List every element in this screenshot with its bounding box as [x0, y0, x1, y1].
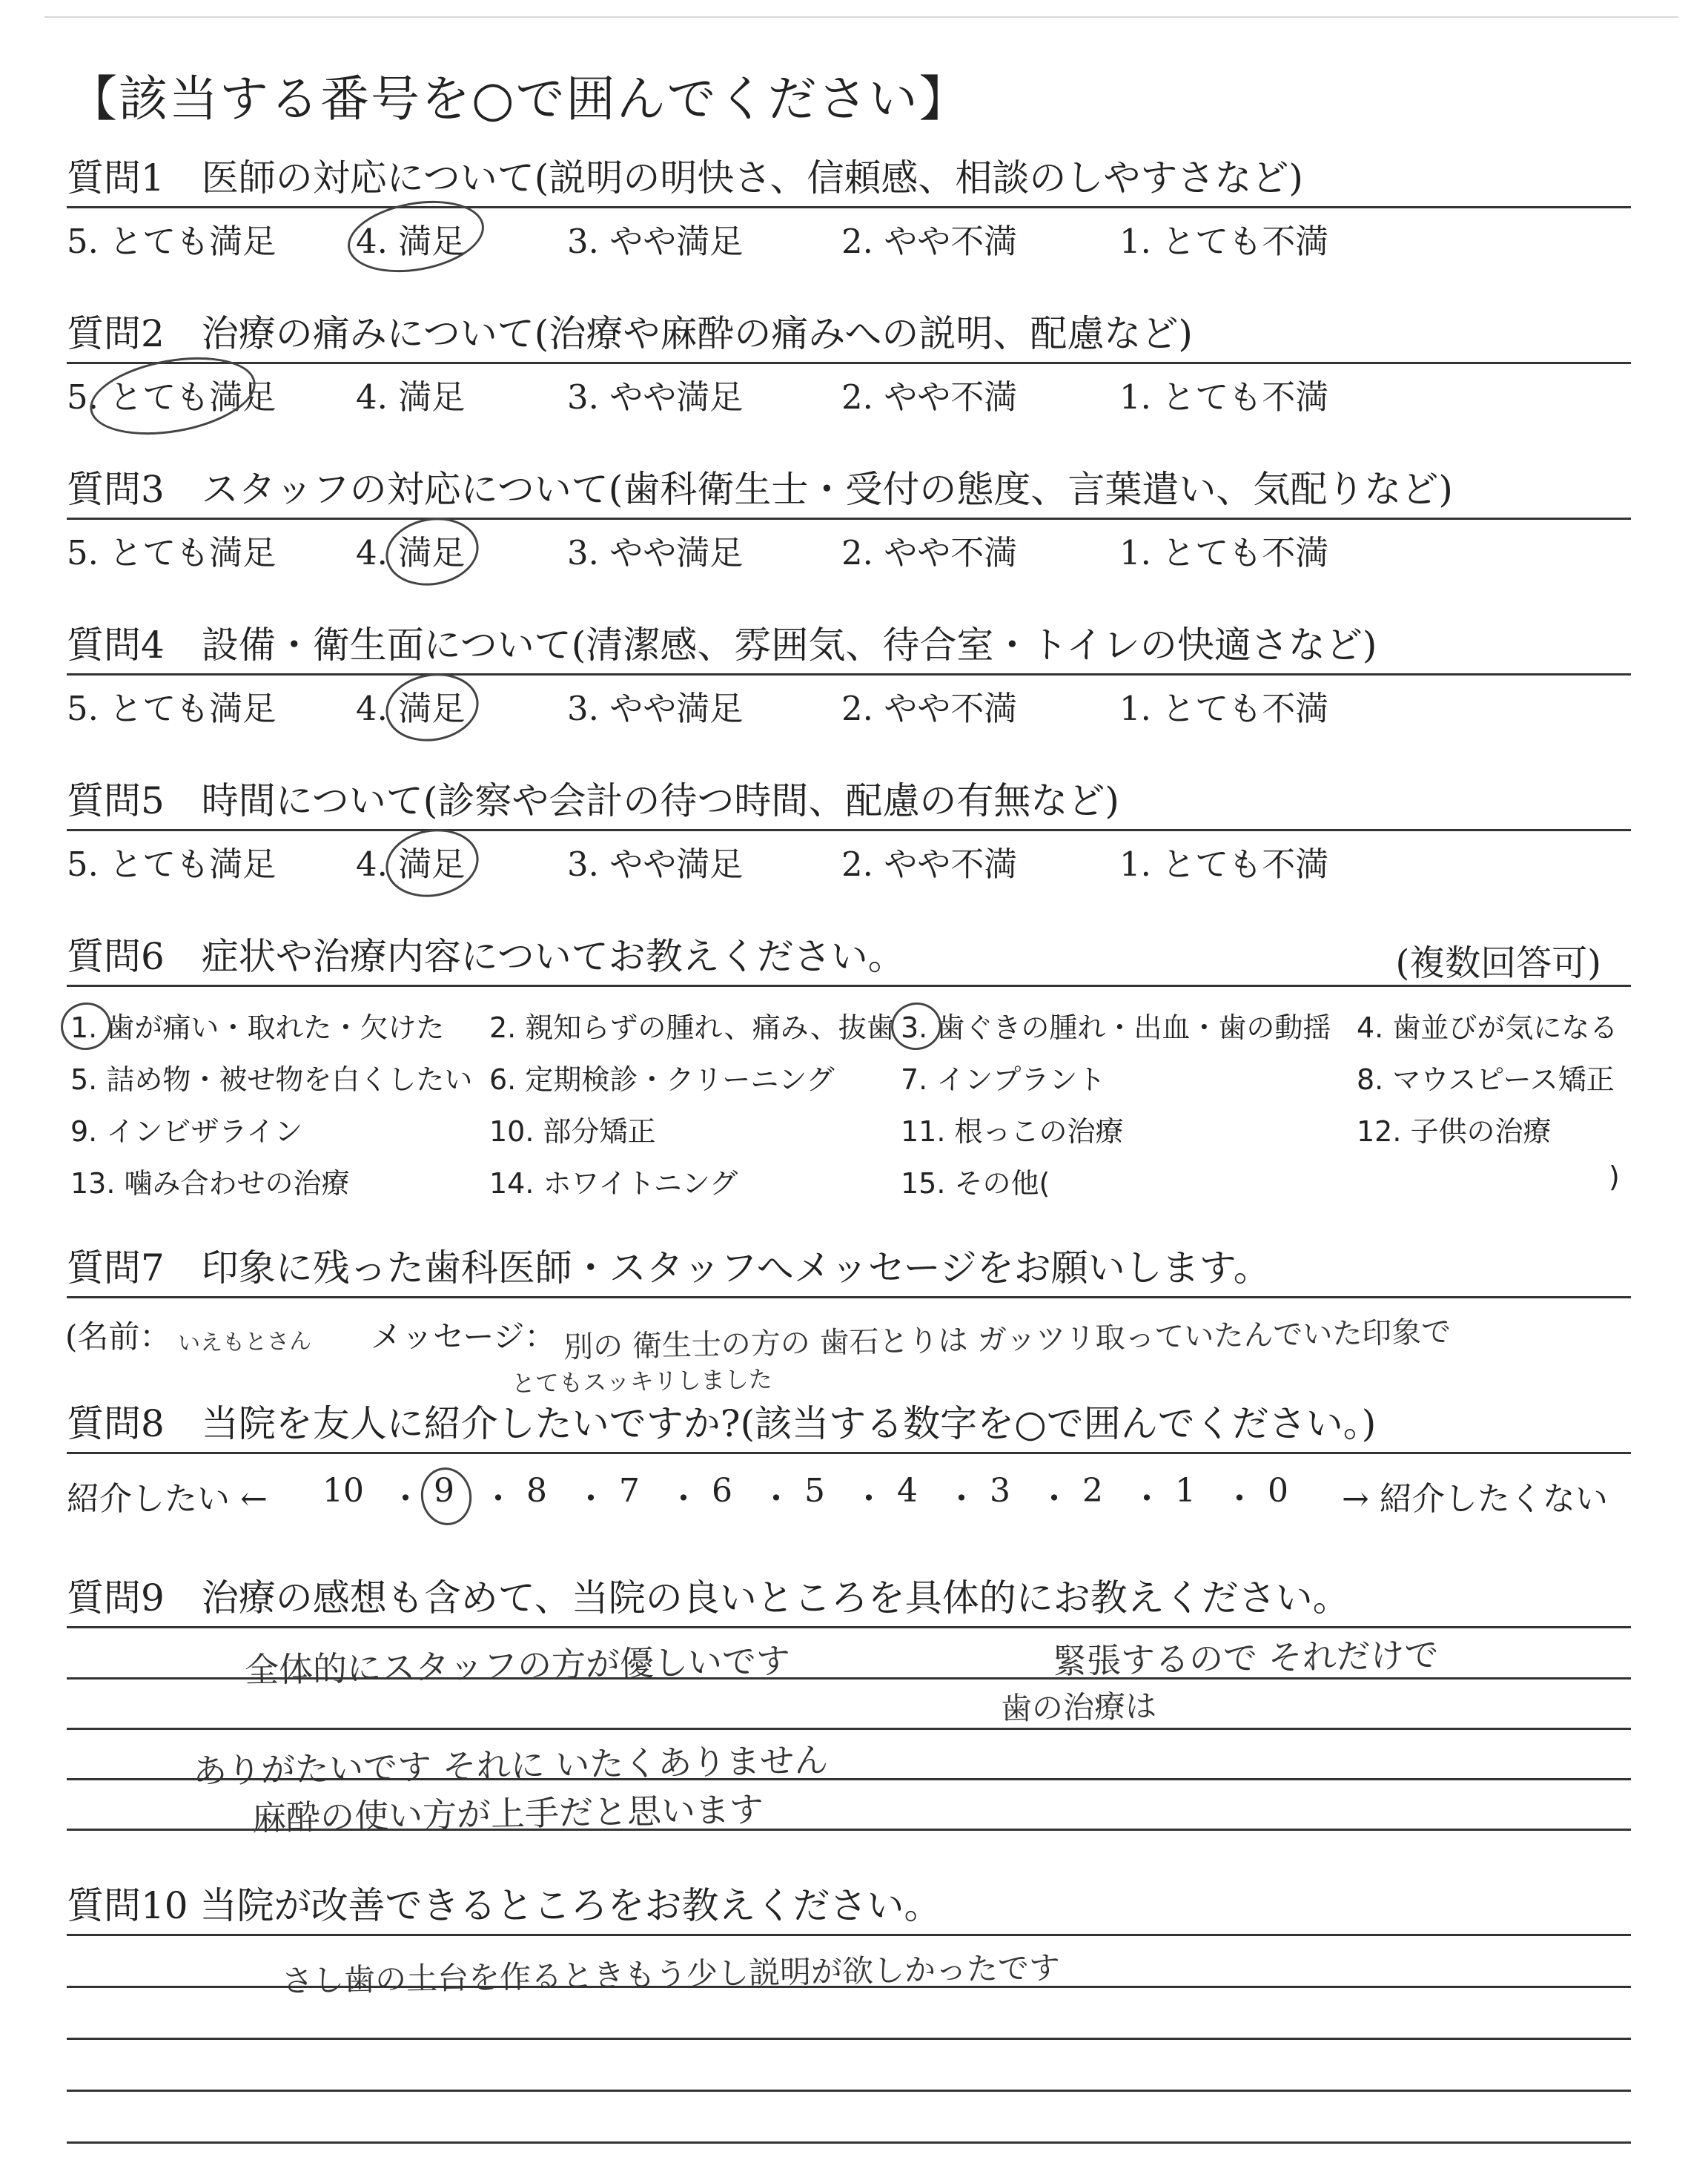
q6-option-15[interactable]: 15. その他(: [901, 1167, 1050, 1200]
message-line-2[interactable]: とてもスッキリしました: [511, 1364, 773, 1398]
selected-circle: [380, 667, 484, 749]
option-1[interactable]: 1. とても不満: [1119, 533, 1329, 572]
question-title: 質問1 医師の対応について(説明の明快さ、信頼感、相談のしやすさなど): [67, 156, 1303, 199]
rating-options: [67, 676, 1631, 727]
top-rule: [44, 16, 1678, 18]
q9-answer-line-4[interactable]: 麻酔の使い方が上手だと思います: [251, 1789, 764, 1839]
question-7: [67, 1246, 1631, 1298]
option-2[interactable]: 2. やや不満: [841, 377, 1018, 417]
question-title: 質問8 当院を友人に紹介したいですか?(該当する数字を○で囲んでください。): [67, 1402, 1377, 1445]
question-title: 質問2 治療の痛みについて(治療や麻酔の痛みへの説明、配慮など): [67, 312, 1193, 355]
option-3[interactable]: 3. やや満足: [567, 222, 744, 261]
multiple-answer-note: (複数回答可): [1395, 942, 1601, 984]
scale-10[interactable]: 10: [322, 1472, 364, 1510]
question-title: 質問6 症状や治療内容についてお教えください。: [67, 935, 905, 978]
divider: [67, 1296, 1631, 1298]
q6-option-10[interactable]: 10. 部分矯正: [489, 1115, 656, 1148]
scale-dot: ・: [853, 1480, 885, 1518]
message-line-1[interactable]: 別の 衛生士の方の 歯石とりは ガッツリ取っていたんでいた印象で: [563, 1315, 1452, 1365]
selected-circle: [380, 822, 484, 905]
q6-option-1[interactable]: 1. 歯が痛い・取れた・欠けた: [70, 1011, 445, 1044]
question-6: [67, 934, 1631, 987]
option-2[interactable]: 2. やや不満: [841, 533, 1018, 572]
q9-answer-insert[interactable]: 歯の治療は: [1000, 1688, 1157, 1727]
selected-circle: [417, 1464, 477, 1530]
q6-option-5[interactable]: 5. 詰め物・被せ物を白くしたい: [70, 1063, 473, 1096]
scale-dot: ・: [575, 1480, 607, 1518]
scale-left-label: 紹介したい ←: [67, 1480, 268, 1518]
rating-options: [67, 831, 1631, 883]
scale-dot: ・: [945, 1480, 978, 1518]
q6-option-7[interactable]: 7. インプラント: [901, 1063, 1106, 1096]
option-4[interactable]: 4. 満足: [356, 222, 466, 261]
answer-line: [67, 2141, 1631, 2144]
question-4: [67, 623, 1631, 727]
q6-option-8[interactable]: 8. マウスピース矯正: [1357, 1063, 1615, 1096]
question-title: 質問3 スタッフの対応について(歯科衛生士・受付の態度、言葉遣い、気配りなど): [67, 468, 1453, 511]
q6-option-15-close: ): [1609, 1160, 1620, 1193]
q6-option-6[interactable]: 6. 定期検診・クリーニング: [489, 1063, 835, 1096]
scale-dot: ・: [1038, 1480, 1070, 1518]
scale-8[interactable]: 8: [526, 1472, 547, 1510]
option-1[interactable]: 1. とても不満: [1119, 222, 1329, 261]
name-value[interactable]: いえもとさん: [177, 1328, 312, 1357]
answer-line: [67, 2090, 1631, 2092]
scale-dot: ・: [1131, 1480, 1163, 1518]
option-3[interactable]: 3. やや満足: [567, 845, 744, 884]
q9-answer-line-2[interactable]: 緊張するので それだけで: [1052, 1634, 1440, 1682]
answer-line: [67, 1728, 1631, 1730]
q6-option-12[interactable]: 12. 子供の治療: [1357, 1115, 1552, 1148]
scale-6[interactable]: 6: [712, 1472, 732, 1510]
question-3: [67, 467, 1631, 572]
q9-answer-line-1[interactable]: 全体的にスタッフの方が優しいです: [244, 1640, 791, 1691]
name-label: (名前：: [65, 1318, 171, 1355]
option-4[interactable]: 4. 満足: [356, 377, 466, 417]
rating-options: [67, 520, 1631, 572]
q6-option-2[interactable]: 2. 親知らずの腫れ、痛み、抜歯: [489, 1011, 895, 1044]
question-title: 質問10 当院が改善できるところをお教えください。: [67, 1884, 941, 1927]
question-8: [67, 1401, 1631, 1454]
q6-option-14[interactable]: 14. ホワイトニング: [489, 1167, 738, 1200]
scale-4[interactable]: 4: [897, 1472, 918, 1510]
q9-answer-line-3[interactable]: ありがたいです それに いたくありません: [192, 1740, 829, 1791]
scale-0[interactable]: 0: [1268, 1472, 1288, 1510]
divider: [67, 1452, 1631, 1454]
option-4[interactable]: 4. 満足: [356, 689, 466, 728]
question-title: 質問4 設備・衛生面について(清潔感、雰囲気、待合室・トイレの快適さなど): [67, 624, 1377, 667]
option-4[interactable]: 4. 満足: [356, 533, 466, 572]
question-title: 質問7 印象に残った歯科医師・スタッフへメッセージをお願いします。: [67, 1246, 1271, 1289]
scale-9[interactable]: 9: [434, 1472, 454, 1510]
q6-option-4[interactable]: 4. 歯並びが気になる: [1357, 1011, 1618, 1044]
scale-right-label: → 紹介したくない: [1342, 1480, 1608, 1518]
option-1[interactable]: 1. とても不満: [1119, 689, 1329, 728]
option-5[interactable]: 5. とても満足: [67, 845, 277, 884]
scale-dot: ・: [482, 1480, 514, 1518]
selected-circle: [380, 511, 484, 593]
question-title: 質問5 時間について(診察や会計の待つ時間、配慮の有無など): [67, 779, 1119, 822]
question-9: [67, 1576, 1631, 1628]
selected-circle: [84, 346, 262, 446]
form-title: 【該当する番号を○で囲んでください】: [68, 70, 970, 128]
question-5: [67, 779, 1631, 883]
q6-option-3[interactable]: 3. 歯ぐきの腫れ・出血・歯の動揺: [901, 1011, 1331, 1044]
q6-option-13[interactable]: 13. 噛み合わせの治療: [70, 1167, 350, 1200]
option-5[interactable]: 5. とても満足: [67, 377, 277, 417]
q6-option-11[interactable]: 11. 根っこの治療: [901, 1115, 1124, 1148]
question-title: 質問9 治療の感想も含めて、当院の良いところを具体的にお教えください。: [67, 1576, 1350, 1619]
option-2[interactable]: 2. やや不満: [841, 845, 1018, 884]
scale-2[interactable]: 2: [1082, 1472, 1103, 1510]
scale-3[interactable]: 3: [990, 1472, 1010, 1510]
rating-options: [67, 364, 1631, 416]
option-5[interactable]: 5. とても満足: [67, 222, 277, 261]
option-2[interactable]: 2. やや不満: [841, 222, 1018, 261]
answer-line: [67, 2038, 1631, 2040]
option-1[interactable]: 1. とても不満: [1119, 377, 1329, 417]
scale-dot: ・: [667, 1480, 700, 1518]
divider: [67, 1934, 1631, 1936]
scale-dot: ・: [760, 1480, 792, 1518]
scale-1[interactable]: 1: [1175, 1472, 1196, 1510]
option-1[interactable]: 1. とても不満: [1119, 845, 1329, 884]
option-2[interactable]: 2. やや不満: [841, 689, 1018, 728]
selected-circle: [342, 191, 489, 283]
message-label: メッセージ：: [371, 1318, 556, 1355]
option-3[interactable]: 3. やや満足: [567, 533, 744, 572]
scale-5[interactable]: 5: [804, 1472, 825, 1510]
option-4[interactable]: 4. 満足: [356, 845, 466, 884]
option-5[interactable]: 5. とても満足: [67, 689, 277, 728]
rating-options: [67, 208, 1631, 260]
option-5[interactable]: 5. とても満足: [67, 533, 277, 572]
question-2: [67, 311, 1631, 416]
q10-answer-line-1[interactable]: さし歯の土台を作るときもう少し説明が欲しかったです: [281, 1949, 1061, 2000]
scale-dot: ・: [389, 1480, 422, 1518]
question-10: [67, 1883, 1631, 1936]
question-1: [67, 156, 1631, 260]
q6-option-9[interactable]: 9. インビザライン: [70, 1115, 303, 1148]
scale-7[interactable]: 7: [619, 1472, 640, 1510]
option-3[interactable]: 3. やや満足: [567, 377, 744, 417]
scale-dot: ・: [1223, 1480, 1256, 1518]
option-3[interactable]: 3. やや満足: [567, 689, 744, 728]
